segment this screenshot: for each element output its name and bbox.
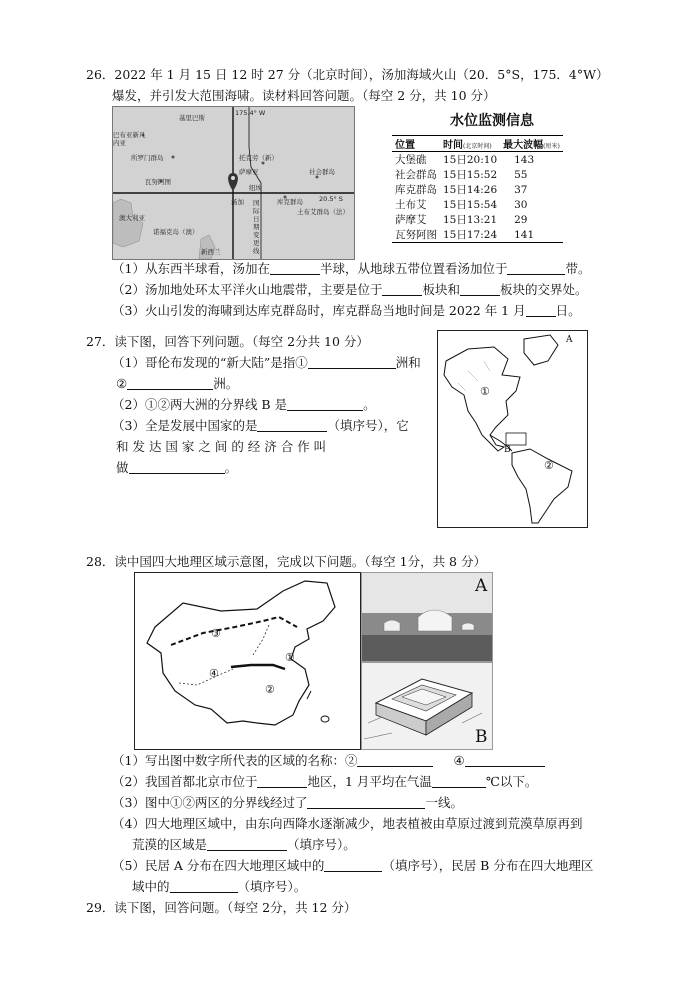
answer-blank[interactable] [307,796,425,809]
yurt-photo [361,572,493,662]
q26-s2c: 板块的交界处。 [499,282,588,297]
q27-s1c: ② [116,376,128,391]
q28-stem: 28．读中国四大地理区域示意图，完成以下问题。（每空 1分，共 8 分） [86,554,486,569]
map-label-a: A [566,335,573,345]
q26-stem-line2: 爆发，并引发大范围海啸。读材料回答问题。（每空 2 分，共 10 分） [112,88,496,103]
q28-s4c: （填序号）。 [287,837,356,852]
map-label-niue: 纽埃 [249,184,262,192]
q26-s2a: （2）汤加地处环太平洋火山地震带，主要是位于 [112,282,383,297]
map-label-samoa: 萨摩亚 [239,168,259,176]
map-label-australia: 澳大利亚 [119,214,145,222]
q27-sub1-line2 [116,375,238,393]
q28-sub2 [112,773,537,791]
th-amp-label: 最大波幅 [503,140,544,151]
table-row [392,212,563,227]
photo-label-a: A [475,576,488,596]
q28-s5a: （5）民居 A 分布在四大地理区域中的 [112,858,325,873]
map-label-vanuatu: 瓦努阿图 [145,178,171,186]
table-row [392,197,563,212]
q28-s3b: 一线。 [425,795,463,810]
q27-s3a: （3）全是发展中国家的是 [112,418,258,433]
answer-blank[interactable] [382,283,422,296]
q28-s3a: （3）图中①②两区的分界线经过了 [112,795,308,810]
q26-sub3 [112,302,581,320]
map-label-b: B [504,445,511,455]
map-label-175: 175.4° W [235,109,266,117]
cell: 大堡礁 [395,154,427,166]
china-label-4: ④ [209,667,219,680]
q28-s5b: （填序号），民居 B 分布在四大地理区 [382,858,594,873]
answer-blank[interactable] [270,262,320,275]
q28-s2a: （2）我国首都北京市位于 [112,774,258,789]
answer-blank[interactable] [287,398,363,411]
map-label-cook: 库克群岛 [277,198,303,206]
q28-s4b: 荒漠的区域是 [132,837,208,852]
q26-s2b: 板块和 [422,282,460,297]
cell: 库克群岛 [395,184,437,196]
q27-s2a: （2）①②两大洲的分界线 B 是 [112,397,288,412]
cell: 萨摩艾 [395,214,427,226]
answer-blank[interactable] [207,838,287,851]
table-row [392,182,563,197]
q27-sub3-line1 [112,417,409,435]
q26-s1a: （1）从东西半球看，汤加在 [112,261,270,276]
answer-blank[interactable] [257,775,307,788]
answer-blank[interactable] [170,880,238,893]
th-position: 位置 [392,136,440,152]
th-time [440,136,500,152]
th-time-note: (北京时间) [463,143,492,150]
q28-sub5-line2 [132,878,306,896]
q26-s3b: 日。 [555,303,581,318]
th-time-label: 时间 [443,140,463,151]
q26-s3a: （3）火山引发的海啸到达库克群岛时，库克群岛当地时间是 2022 年 1 月 [112,303,526,318]
china-label-3: ③ [211,627,221,640]
q28-s2c: ℃以下。 [485,774,538,789]
cell: 瓦努阿图 [395,229,437,241]
q26-s1c: 带。 [565,261,591,276]
cell: 141 [514,228,535,241]
map-label-kiribati: 基里巴斯 [179,114,205,122]
cell: 55 [514,168,528,181]
q27-s3d: 做 [116,460,129,475]
th-amplitude [500,136,563,152]
q28-s5c: 域中的 [132,879,170,894]
china-label-2: ② [265,683,275,696]
q29-stem: 29．读下图，回答问题。（每空 2分，共 12 分） [86,900,357,915]
table-row [392,167,563,182]
cell: 15日17:24 [443,229,498,241]
map-label-png: 巴布亚新几内亚 [113,131,146,147]
q28-s2b: 地区，1 月平均在气温 [307,774,432,789]
answer-blank[interactable] [507,262,565,275]
map-label-tokelau: 托克劳（新） [239,154,278,162]
cell: 15日15:54 [443,199,498,211]
map-label-tubuai: 土布艾群岛（法） [297,208,349,216]
answer-blank[interactable] [324,859,382,872]
q26-s1b: 半球，从地球五带位置看汤加位于 [319,261,508,276]
map-label-norfolk: 诺福克岛（澳） [153,228,199,236]
cell: 30 [514,198,528,211]
map-label-dateline: 国际日期变更线 [253,199,260,255]
answer-blank[interactable] [257,419,327,432]
cell: 15日20:10 [443,154,498,166]
q28-s5d: （填序号）。 [237,879,307,894]
q28-sub5-line1 [112,857,593,875]
answer-blank[interactable] [127,377,213,390]
q28-sub3 [112,794,463,812]
china-regions-map [134,572,361,750]
q27-s1b: 洲和 [395,355,421,370]
th-amp-note: (厘米) [543,143,560,150]
answer-blank[interactable] [465,754,545,767]
q26-stem-line1: 26．2022 年 1 月 15 日 12 时 27 分（北京时间），汤加海域火山（20．5°S，175．4°W） [86,67,609,82]
q27-s2b: 。 [363,397,376,412]
answer-blank[interactable] [526,304,556,317]
answer-blank[interactable] [432,775,486,788]
q27-sub3-line2: 和 发 达 国 家 之 间 的 经 济 合 作 叫 [116,439,327,454]
q27-sub3-line3 [116,459,237,477]
q27-stem: 27．读下图，回答下列问题。（每空 2分共 10 分） [86,334,369,349]
q28-sub1 [112,752,545,770]
water-level-table-block [392,110,592,243]
q26-tonga-map [112,106,355,260]
americas-map [437,330,588,528]
q26-sub2 [112,281,588,299]
cell: 37 [514,183,528,196]
cell: 土布艾 [395,199,427,211]
answer-blank[interactable] [357,754,433,767]
q27-s1a: （1）哥伦布发现的“新大陆”是指① [112,355,308,370]
photo-label-b: B [475,727,488,747]
q27-s1d: 洲。 [213,376,239,391]
q26-sub1 [112,260,591,278]
cell: 社会群岛 [395,169,437,181]
map-label-lat: 20.5° S [319,195,343,203]
q28-sub4-line2 [132,836,356,854]
map-label-society: 社会群岛 [309,168,335,176]
q27-sub1-line1 [112,354,421,372]
cell: 15日14:26 [443,184,498,196]
table-row [392,152,563,168]
q27-s3e: 。 [224,460,238,475]
courtyard-house-drawing [361,662,493,750]
water-level-title: 水位监测信息 [450,113,534,129]
answer-blank[interactable] [129,461,225,474]
answer-blank[interactable] [460,283,500,296]
q27-sub2 [112,396,376,414]
q28-s1a: （1）写出图中数字所代表的区域的名称：② [112,753,358,768]
table-row [392,227,563,243]
answer-blank[interactable] [308,356,396,369]
q28-s1b: ④ [453,753,465,768]
map-label-2: ② [544,459,554,472]
map-label-nz: 新西兰 [201,248,221,256]
volcano-pin-icon [228,173,238,191]
cell: 15日13:21 [443,214,498,226]
q28-sub4-line1: （4）四大地理区域中，由东向西降水逐渐减少，地表植被由草原过渡到荒漠草原再到 [112,816,583,831]
cell: 29 [514,213,528,226]
map-label-solomon: 所罗门群岛 [131,154,164,162]
water-level-table [392,135,563,243]
cell: 143 [514,153,535,166]
map-label-1: ① [480,385,490,398]
china-label-1: ① [285,651,295,664]
q27-s3b: （填序号），它 [327,418,409,433]
cell: 15日15:52 [443,169,498,181]
map-label-tonga: 汤加 [231,198,244,206]
